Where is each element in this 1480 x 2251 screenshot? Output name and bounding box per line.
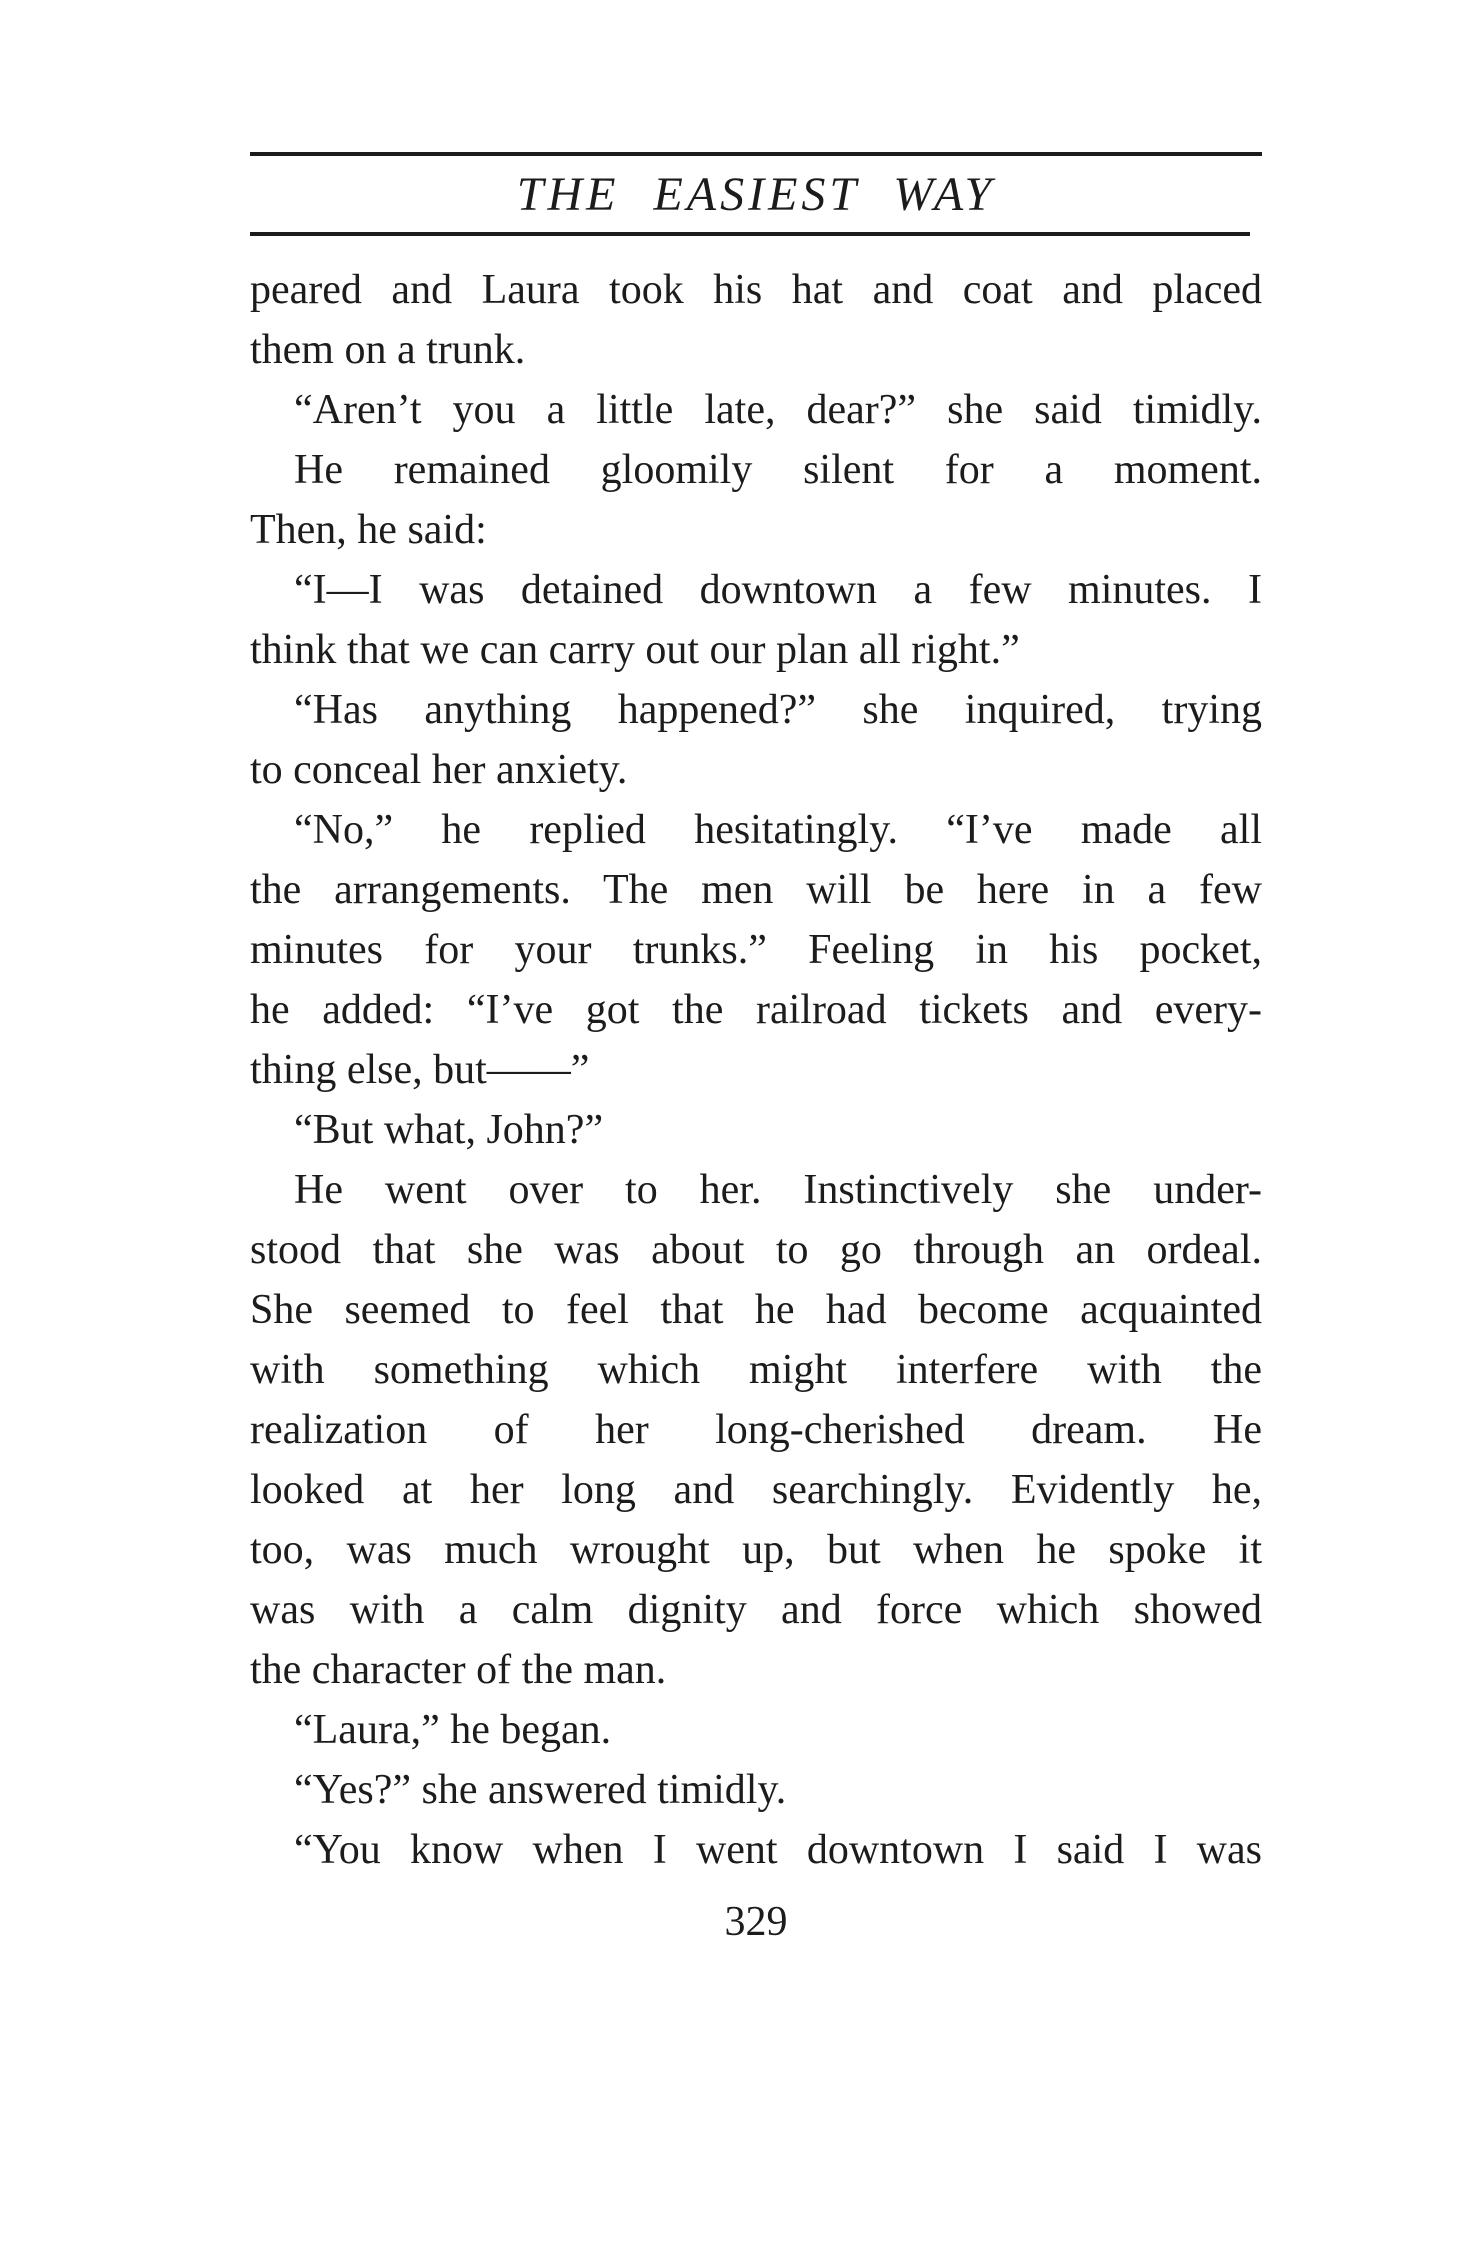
text-line: peared and Laura took his hat and coat and placed — [250, 267, 1262, 313]
text-line: was with a calm dignity and force which showed — [250, 1587, 1262, 1633]
text-line: “But what, John?” — [294, 1107, 604, 1153]
text-line: “I—I was detained downtown a few minutes. I — [294, 567, 1262, 613]
text-line: he added: “I’ve got the railroad tickets and every- — [250, 987, 1262, 1033]
header-rule-top — [250, 152, 1262, 156]
text-line: minutes for your trunks.” Feeling in his pocket, — [250, 927, 1262, 973]
running-title: THE EASIEST WAY — [516, 168, 996, 221]
text-line: “Yes?” she answered timidly. — [294, 1767, 787, 1813]
text-line: “You know when I went downtown I said I was — [294, 1827, 1262, 1873]
text-line: “Aren’t you a little late, dear?” she said timidly. — [294, 387, 1262, 433]
text-line: them on a trunk. — [250, 327, 526, 373]
text-line: looked at her long and searchingly. Evidently he, — [250, 1467, 1262, 1513]
text-line: stood that she was about to go through an ordeal. — [250, 1227, 1262, 1273]
text-line: “Laura,” he began. — [294, 1707, 612, 1753]
header-rule-bottom — [250, 232, 1250, 236]
text-line: too, was much wrought up, but when he spoke it — [250, 1527, 1262, 1573]
text-line: He remained gloomily silent for a moment. — [294, 447, 1262, 493]
text-line: the character of the man. — [250, 1647, 667, 1693]
page-number: 329 — [724, 1899, 788, 1945]
text-line: Then, he said: — [250, 507, 487, 553]
text-line: She seemed to feel that he had become acquainted — [250, 1287, 1262, 1333]
text-line: realization of her long-cherished dream. He — [250, 1407, 1262, 1453]
text-line: with something which might interfere with the — [250, 1347, 1262, 1393]
text-line: think that we can carry out our plan all right.” — [250, 627, 1020, 673]
body-text — [250, 260, 1262, 1880]
text-line: “No,” he replied hesitatingly. “I’ve made all — [294, 807, 1262, 853]
text-line: the arrangements. The men will be here in a few — [250, 867, 1262, 913]
text-line: He went over to her. Instinctively she under- — [294, 1167, 1262, 1213]
text-line: thing else, but——” — [250, 1047, 590, 1093]
text-line: to conceal her anxiety. — [250, 747, 628, 793]
text-line: “Has anything happened?” she inquired, trying — [294, 687, 1262, 733]
